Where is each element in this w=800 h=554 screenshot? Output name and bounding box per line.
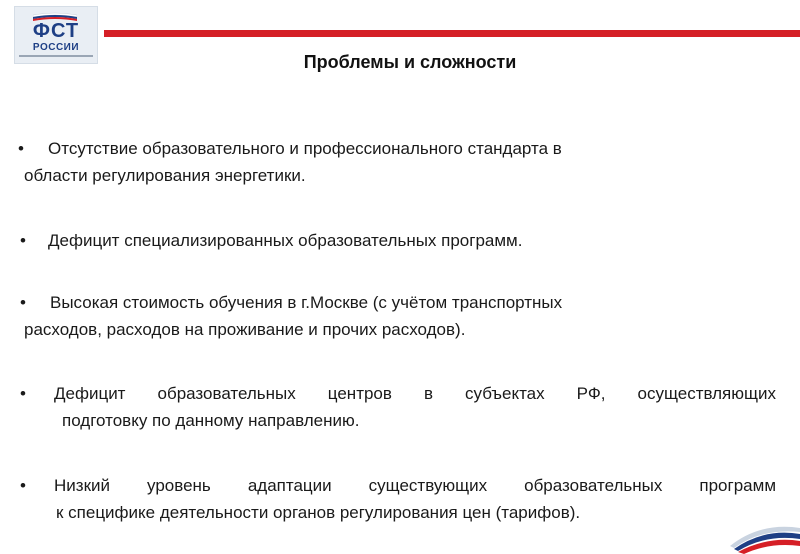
page-title: Проблемы и сложности [303,52,517,72]
list-item-5-line-2: к специфике деятельности органов регулирования цен (тарифов). [56,503,581,522]
list-item-4-line-2: подготовку по данному направлению. [62,411,360,430]
bullet-icon: • [20,231,26,250]
list-item-1-line-2: области регулирования энергетики. [24,166,306,185]
list-item-4-line-1: Дефицит образовательных центров в субъектах РФ, осуществляющих [54,384,776,403]
list-item-3-line-1: Высокая стоимость обучения в г.Москве (с учётом транспортных [50,293,563,312]
header-red-rule [104,30,800,37]
logo-sub-text: РОССИИ [32,42,80,53]
list-item-3-line-2: расходов, расходов на проживание и прочих расходов). [24,320,466,339]
bullet-icon: • [20,293,26,312]
decorative-swoosh-icon [720,514,800,554]
logo-main-text: ФСТ [32,20,80,42]
bullet-icon: • [20,384,26,403]
bullet-icon: • [20,476,26,495]
list-item-1-line-1: Отсутствие образовательного и профессионального стандарта в [48,139,562,158]
bullet-icon: • [18,139,24,158]
list-item-5-line-1: Низкий уровень адаптации существующих образовательных программ [54,476,776,495]
list-item-2-line-1: Дефицит специализированных образовательных программ. [48,231,523,250]
